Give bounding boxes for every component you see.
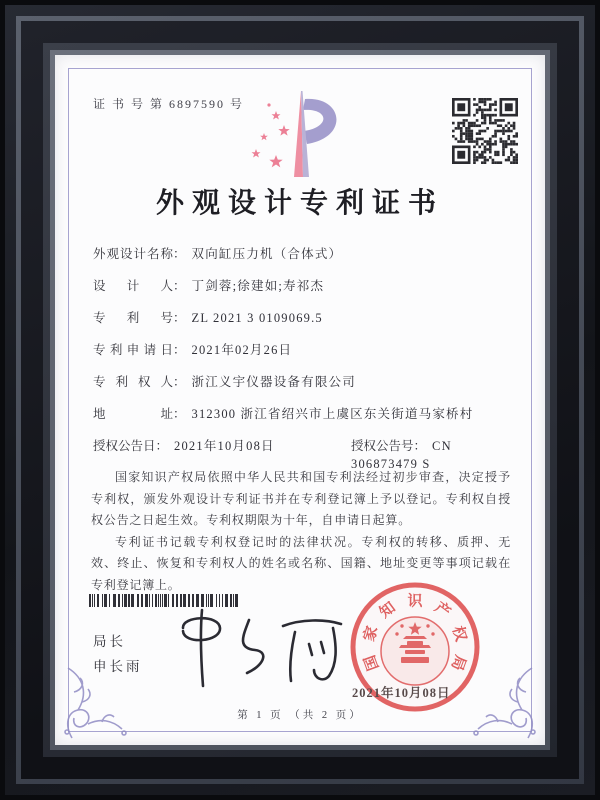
field-value: 2021年02月26日: [191, 343, 293, 357]
officer-title: 局长: [93, 634, 126, 649]
official-seal: 国 家 知 识 产 权 局 2021年10月08日: [347, 579, 483, 715]
field-label: 地址: [93, 407, 173, 421]
field-value: 双向缸压力机（合体式）: [191, 247, 343, 261]
legal-text: [91, 467, 511, 596]
director-signature-icon: [167, 598, 357, 693]
frame-band-outer: [5, 5, 595, 795]
field-label: 外观设计名称: [93, 247, 173, 261]
frame-band-mid: [21, 21, 579, 779]
certificate-number: 证 书 号 第 6897590 号: [93, 97, 245, 111]
field-colon: ：: [173, 407, 186, 421]
frame-lip: [50, 50, 550, 750]
frame-band-inner: [43, 43, 557, 757]
grant-date-value: 2021年10月08日: [174, 439, 275, 453]
field-label: 专利号: [93, 311, 173, 325]
legal-paragraph-1: 国家知识产权局依照中华人民共和国专利法经过初步审查，决定授予专利权，颁发外观设计专利证书并在专利登记簿上予以登记。专利权自授权公告之日起生效。专利权期限为十年，自申请日起算。: [91, 470, 511, 527]
field-list: [93, 245, 511, 469]
field-row-design-name: [93, 245, 511, 277]
field-colon: ：: [173, 311, 186, 325]
officer-name: 申长雨: [93, 659, 143, 674]
grant-no-value: CN 306873479 S: [351, 439, 452, 471]
field-row-filing-date: [93, 341, 511, 373]
field-value: 312300 浙江省绍兴市上虞区东关街道马家桥村: [191, 407, 474, 421]
field-row-address: [93, 405, 511, 437]
field-colon: ：: [173, 247, 186, 261]
cnipa-logo-icon: [243, 85, 361, 181]
field-label: 专利权人: [93, 375, 173, 389]
field-value: ZL 2021 3 0109069.5: [191, 311, 323, 325]
certificate-paper: [55, 55, 545, 745]
field-label: 设计人: [93, 279, 173, 293]
field-row-patent-no: [93, 309, 511, 341]
field-colon: ：: [173, 375, 186, 389]
field-row-patentee: [93, 373, 511, 405]
field-row-designers: [93, 277, 511, 309]
grant-no-label: 授权公告号: [351, 439, 414, 453]
grant-date-label: 授权公告日: [93, 439, 156, 453]
certificate-title: 外观设计专利证书: [155, 188, 444, 219]
qr-code: [452, 98, 518, 164]
field-colon: ：: [173, 279, 186, 293]
field-row-grant: [93, 437, 511, 469]
field-colon: ：: [155, 439, 169, 453]
legal-paragraph-2: 专利证书记载专利权登记时的法律状况。专利权的转移、质押、无效、终止、恢复和专利权人的姓名或名称、国籍、地址变更等事项记载在专利登记簿上。: [91, 534, 511, 592]
field-value: 浙江义宇仪器设备有限公司: [191, 375, 356, 389]
field-value: 丁剑蓉;徐建如;寿祁杰: [191, 279, 325, 293]
seal-date: 2021年10月08日: [352, 686, 451, 700]
frame-ridge: [16, 16, 584, 784]
corner-flourish-icon: [470, 654, 542, 740]
field-colon: ：: [173, 343, 186, 357]
field-label: 专利申请日: [93, 343, 173, 357]
field-colon: ：: [413, 439, 427, 453]
corner-flourish-icon: [58, 654, 130, 740]
page-footer: 第 1 页 （共 2 页）: [237, 710, 363, 721]
